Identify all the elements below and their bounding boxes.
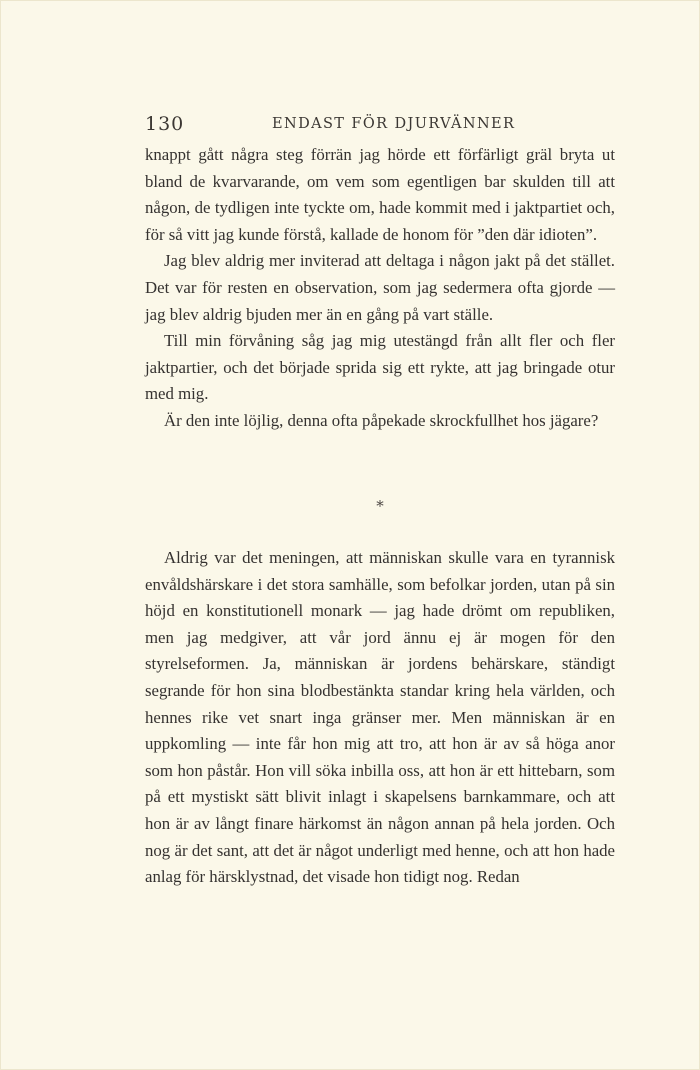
paragraph: Aldrig var det meningen, att människan skulle vara en tyrannisk envåldshärskare i det stora samhälle, som befolkar jorden, utan på sin höjd en konstitutionell monark — jag hade drömt om republiken, men jag medgiver, att vår jord ännu ej är mogen för den styrelseformen. Ja, människan är jordens behärskare, ständigt segrande för hon sina blodbestänkta standar kring hela världen, och hennes rike vet snart inga gränser mer. Men människan är en uppkomling — inte får hon mig att tro, att hon är av så höga anor som hon påstår. Hon vill söka inbilla oss, att hon är ett hittebarn, som på ett mystiskt sätt blivit inlagt i skapelsens barnkammare, och att hon är av långt finare härkomst än någon annan på hela jorden. Och nog är det sant, att det är något underligt med henne, och att hon hade anlag för härsklystnad, det visade hon tidigt nog. Redan — [145, 548, 615, 887]
paragraph: Till min förvåning såg jag mig utestängd från allt fler och fler jaktpartier, och det började sprida sig ett rykte, att jag bringade otur med mig. — [145, 331, 615, 404]
text-section-1 — [145, 142, 615, 435]
running-head: ENDAST FÖR DJURVÄNNER — [272, 116, 516, 132]
paragraph: Är den inte löjlig, denna ofta påpekade skrockfullhet hos jägare? — [164, 410, 599, 430]
text-section-2 — [145, 545, 615, 891]
paragraph: Jag blev aldrig mer inviterad att deltaga i någon jakt på det stället. Det var för resten en observation, som jag sedermera ofta gjorde — jag blev aldrig bjuden mer än en gång på vart ställe. — [145, 251, 615, 324]
section-separator-asterisk: * — [376, 497, 384, 515]
paragraph-continuation: knappt gått några steg förrän jag hörde ett förfärligt gräl bryta ut bland de kvarvarande, om vem som egentligen bar skulden till att någon, de tydligen inte tyckte om, hade kommit med i jaktpartiet och, för så vitt jag kunde förstå, kallade de honom för ”den där idioten”. — [145, 145, 615, 244]
page-header — [145, 113, 615, 137]
page-number: 130 — [145, 113, 185, 135]
